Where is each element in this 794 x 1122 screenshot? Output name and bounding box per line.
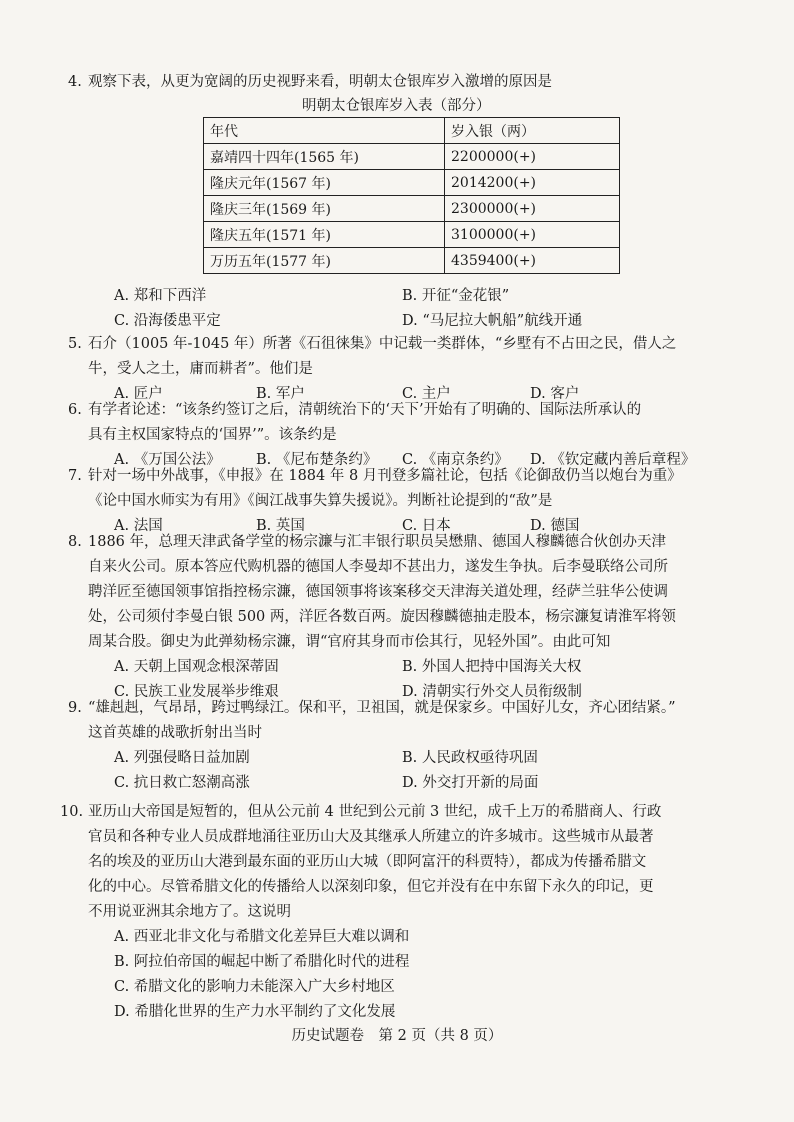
table-header-cell: 岁入银（两） <box>445 118 620 144</box>
option-d[interactable]: D. “马尼拉大帆船”航线开通 <box>402 313 583 329</box>
option-d[interactable]: D. 外交打开新的局面 <box>402 775 539 791</box>
question-line: “雄赳赳，气昂昂，跨过鸭绿江。保和平，卫祖国，就是保家乡。中国好儿女，齐心团结紧。” <box>88 700 676 716</box>
question-line: 《论中国水师实为有用》《闽江战事失算失援说》。判断社论提到的“敌”是 <box>88 493 553 509</box>
question-number: 4. <box>68 74 82 90</box>
question-8 <box>68 530 698 705</box>
option-row <box>88 771 698 796</box>
option-d[interactable]: D. 清朝实行外交人员衔级制 <box>402 684 582 700</box>
option-c[interactable]: C. 抗日救亡怒潮高涨 <box>114 775 250 791</box>
table-cell: 隆庆元年(1567 年) <box>204 170 445 196</box>
table-cell: 嘉靖四十四年(1565 年) <box>204 144 445 170</box>
option-a[interactable]: A. 列强侵略日益加剧 <box>114 750 250 766</box>
question-number: 8. <box>68 534 82 550</box>
question-number: 7. <box>68 468 82 484</box>
option-a[interactable]: A. 西亚北非文化与希腊文化差异巨大难以调和 <box>114 929 410 945</box>
table-row <box>204 196 620 222</box>
question-4 <box>68 70 698 95</box>
question-line: 有学者论述：“该条约签订之后，清朝统治下的‘天下’开始有了明确的、国际法所承认的 <box>88 402 642 418</box>
option-a[interactable]: A. 《万国公法》 <box>114 452 221 468</box>
option-c[interactable]: C. 希腊文化的影响力未能深入广大乡村地区 <box>114 979 395 995</box>
option-c[interactable]: C. 《南京条约》 <box>402 452 509 468</box>
question-10 <box>60 800 698 1025</box>
question-number: 9. <box>68 700 82 716</box>
question-line: 石介（1005 年-1045 年）所著《石徂徕集》中记载一类群体，“乡墅有不占田之民，借人之 <box>88 336 677 352</box>
question-line: 自来火公司。原本答应代购机器的德国人李曼却不甚出力，遂发生争执。后李曼联络公司所 <box>88 559 668 575</box>
silver-revenue-table <box>203 117 620 274</box>
table-row <box>204 170 620 196</box>
option-b[interactable]: B. 军户 <box>256 386 305 402</box>
option-c[interactable]: C. 沿海倭患平定 <box>114 313 221 329</box>
question-line: 具有主权国家特点的‘国界’”。该条约是 <box>88 427 337 443</box>
option-row <box>88 284 698 309</box>
question-line: 官员和各种专业人员成群地涌往亚历山大及其继承人所建立的许多城市。这些城市从最著 <box>88 829 654 845</box>
table-cell: 4359400(+) <box>445 248 620 274</box>
option-b[interactable]: B. 人民政权亟待巩固 <box>402 750 538 766</box>
question-number: 5. <box>68 336 82 352</box>
question-line: 聘洋匠至德国领事馆指控杨宗濂，德国领事将该案移交天津海关道处理，经萨兰驻华公使调 <box>88 584 668 600</box>
table-cell: 3100000(+) <box>445 222 620 248</box>
question-7 <box>68 464 698 539</box>
option-a[interactable]: A. 匠户 <box>114 386 163 402</box>
table-cell: 2300000(+) <box>445 196 620 222</box>
question-number: 10. <box>60 804 84 820</box>
question-6 <box>68 398 698 473</box>
table-row <box>204 248 620 274</box>
question-line: 周某合股。御史为此弹劾杨宗濂，谓“官府其身而市侩其行，见轻外国”。由此可知 <box>88 634 611 650</box>
question-line: 化的中心。尽管希腊文化的传播给人以深刻印象，但它并没有在中东留下永久的印记，更 <box>88 879 654 895</box>
question-line: 针对一场中外战事，《申报》在 1884 年 8 月刊登多篇社论，包括《论御敌仍当以炮台为重》 <box>88 468 682 484</box>
question-stem: 观察下表，从更为宽阔的历史视野来看，明朝太仓银库岁入激增的原因是 <box>88 74 552 90</box>
table-title: 明朝太仓银库岁入表（部分） <box>302 98 491 114</box>
option-d[interactable]: D. 德国 <box>530 518 580 534</box>
table-row <box>204 144 620 170</box>
option-d[interactable]: D. 客户 <box>530 386 580 402</box>
option-d[interactable]: D. 《钦定藏内善后章程》 <box>530 452 696 468</box>
option-b[interactable]: B. 英国 <box>256 518 305 534</box>
question-line: 牛，受人之土，庸而耕者”。他们是 <box>88 361 313 377</box>
page-footer: 历史试题卷 第 2 页（共 8 页） <box>291 1028 503 1044</box>
question-line: 1886 年，总理天津武备学堂的杨宗濂与汇丰银行职员吴懋鼎、德国人穆麟德合伙创办天津 <box>88 534 667 550</box>
question-line: 亚历山大帝国是短暂的，但从公元前 4 世纪到公元前 3 世纪，成千上万的希腊商人、行政 <box>88 804 662 820</box>
table-cell: 2014200(+) <box>445 170 620 196</box>
table-cell: 2200000(+) <box>445 144 620 170</box>
option-c[interactable]: C. 日本 <box>402 518 451 534</box>
option-b[interactable]: B. 开征“金花银” <box>402 288 510 304</box>
option-b[interactable]: B. 外国人把持中国海关大权 <box>402 659 582 675</box>
option-row <box>88 309 698 334</box>
question-line: 不用说亚洲其余地方了。这说明 <box>88 904 291 920</box>
question-line: 处，公司须付李曼白银 500 两，洋匠各数百两。旋因穆麟德抽走股本，杨宗濂复请淮军将领 <box>88 609 676 625</box>
question-9 <box>68 696 698 796</box>
option-c[interactable]: C. 民族工业发展举步维艰 <box>114 684 279 700</box>
option-a[interactable]: A. 郑和下西洋 <box>114 288 207 304</box>
table-header-row <box>204 118 620 144</box>
question-line: 这首英雄的战歌折射出当时 <box>88 725 262 741</box>
option-a[interactable]: A. 天朝上国观念根深蒂固 <box>114 659 279 675</box>
table-cell: 隆庆五年(1571 年) <box>204 222 445 248</box>
question-line: 名的埃及的亚历山大港到最东面的亚历山大城（即阿富汗的科贾特），都成为传播希腊文 <box>88 854 647 870</box>
option-row <box>88 746 698 771</box>
option-b[interactable]: B. 阿拉伯帝国的崛起中断了希腊化时代的进程 <box>114 954 410 970</box>
table-row <box>204 222 620 248</box>
table-cell: 隆庆三年(1569 年) <box>204 196 445 222</box>
option-b[interactable]: B. 《尼布楚条约》 <box>256 452 378 468</box>
option-d[interactable]: D. 希腊化世界的生产力水平制约了文化发展 <box>114 1004 396 1020</box>
table-cell: 万历五年(1577 年) <box>204 248 445 274</box>
question-5 <box>68 332 698 407</box>
option-a[interactable]: A. 法国 <box>114 518 163 534</box>
question-number: 6. <box>68 402 82 418</box>
question-4-options <box>88 284 698 334</box>
option-c[interactable]: C. 主户 <box>402 386 451 402</box>
table-header-cell: 年代 <box>204 118 445 144</box>
option-row <box>88 655 698 680</box>
